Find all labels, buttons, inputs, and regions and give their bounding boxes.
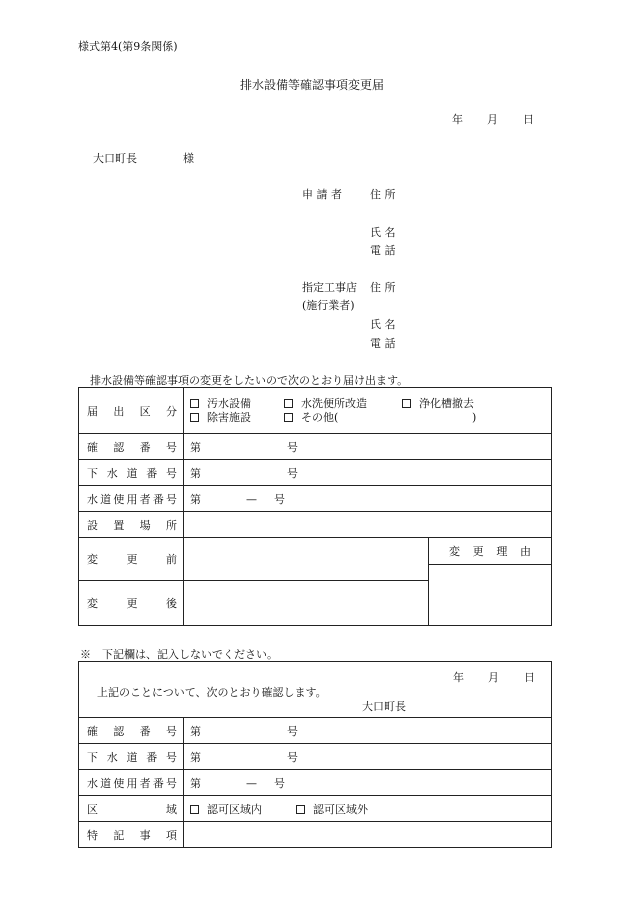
confirm-no-row [79,434,552,460]
area-in-checkbox[interactable] [190,805,199,814]
contractor-role: 指定工事店 [302,281,357,294]
other-checkbox[interactable] [284,413,293,422]
septic-label: 浄化槽撤去 [419,396,474,410]
t2-confirm-no-row [79,718,552,744]
disaster-checkbox[interactable] [190,413,199,422]
toilet-checkbox[interactable] [284,399,293,408]
before-field[interactable] [184,538,429,581]
go-text: 号 [274,776,285,790]
dai-text: 第 [190,750,201,764]
option-other[interactable] [284,411,472,425]
option-area-in[interactable] [190,801,296,817]
t2-sewer-no-label: 下 水 道 番 号 [79,744,184,770]
date-month: 月 [487,113,498,126]
remarks-label: 特 記 事 項 [79,822,184,848]
t2-confirm-no-label: 確 認 番 号 [79,718,184,744]
dai-text: 第 [190,440,201,454]
go-text: 号 [287,750,298,764]
category-options [184,388,552,434]
contractor-name-label: 氏 名 [370,318,396,331]
area-out-checkbox[interactable] [296,805,305,814]
go-text: 号 [274,492,285,506]
change-notification-table [78,387,552,626]
before-label: 変 更 前 [79,538,184,581]
confirm-statement: 上記のことについて、次のとおり確認します。 [97,686,327,699]
note-text: ※ 下記欄は、記入しないでください。 [80,648,278,661]
dai-text: 第 [190,492,201,506]
sewer-no-row [79,460,552,486]
water-user-no-field[interactable] [184,486,552,512]
dai-text: 第 [190,724,201,738]
before-row [79,538,552,581]
applicant-role: 申 請 者 [302,188,342,201]
area-in-label: 認可区域内 [207,802,262,816]
septic-checkbox[interactable] [402,399,411,408]
area-row [79,796,552,822]
after-field[interactable] [184,581,429,626]
other-label: その他( [301,410,339,424]
addressee: 大口町長 [93,152,137,165]
reason-label: 変 更 理 由 [449,545,531,558]
location-row [79,512,552,538]
option-sewage[interactable] [190,397,284,411]
contractor-role-sub: (施行業者) [302,299,355,312]
water-user-no-row [79,486,552,512]
after-label: 変 更 後 [79,581,184,626]
water-user-no-label: 水道使用者番号 [79,486,184,512]
honorific: 様 [183,152,194,165]
sewer-no-field[interactable] [184,460,552,486]
date-year: 年 [452,113,463,126]
location-label: 設 置 場 所 [79,512,184,538]
applicant-name-label: 氏 名 [370,226,396,239]
dash-text: — [246,776,257,790]
t2-sewer-no-row [79,744,552,770]
confirm-no-field[interactable] [184,434,552,460]
t2-confirm-no-field[interactable] [184,718,552,744]
option-disaster[interactable] [190,411,284,425]
confirmation-table [78,661,552,848]
option-septic[interactable] [402,397,474,411]
confirm-no-label: 確 認 番 号 [79,434,184,460]
other-close-paren: ) [472,410,477,424]
remarks-field[interactable] [184,822,552,848]
dash-text: — [246,492,257,506]
area-out-label: 認可区域外 [313,802,368,816]
t2-water-user-no-row [79,770,552,796]
date-day: 日 [523,113,534,126]
area-label: 区 域 [79,796,184,822]
form-number: 様式第4(第9条関係) [78,40,178,53]
remarks-row [79,822,552,848]
go-text: 号 [287,440,298,454]
dai-text: 第 [190,776,201,790]
dai-text: 第 [190,466,201,480]
form-title: 排水設備等確認事項変更届 [240,78,385,92]
confirm-date-year: 年 [453,671,464,684]
confirm-header-row [79,662,552,718]
reason-header [429,538,551,565]
applicant-phone-label: 電 話 [370,244,396,257]
t2-sewer-no-field[interactable] [184,744,552,770]
sewage-checkbox[interactable] [190,399,199,408]
option-area-out[interactable] [296,801,368,817]
area-options [184,796,552,822]
reason-cell [429,538,552,626]
contractor-address-label: 住 所 [370,281,396,294]
toilet-label: 水洗便所改造 [301,396,367,410]
confirm-date-month: 月 [488,671,499,684]
confirm-header-cell [79,662,552,718]
go-text: 号 [287,724,298,738]
t2-water-user-no-label: 水道使用者番号 [79,770,184,796]
sewage-label: 汚水設備 [207,396,251,410]
location-field[interactable] [184,512,552,538]
contractor-phone-label: 電 話 [370,337,396,350]
category-row [79,388,552,434]
applicant-address-label: 住 所 [370,188,396,201]
t2-water-user-no-field[interactable] [184,770,552,796]
go-text: 号 [287,466,298,480]
disaster-label: 除害施設 [207,410,251,424]
category-label: 届 出 区 分 [79,388,184,434]
sewer-no-label: 下 水 道 番 号 [79,460,184,486]
confirm-date-day: 日 [524,671,535,684]
option-toilet[interactable] [284,397,402,411]
reason-field[interactable] [429,565,551,625]
intro-text: 排水設備等確認事項の変更をしたいので次のとおり届け出ます。 [90,374,409,387]
confirm-signer: 大口町長 [362,700,406,713]
